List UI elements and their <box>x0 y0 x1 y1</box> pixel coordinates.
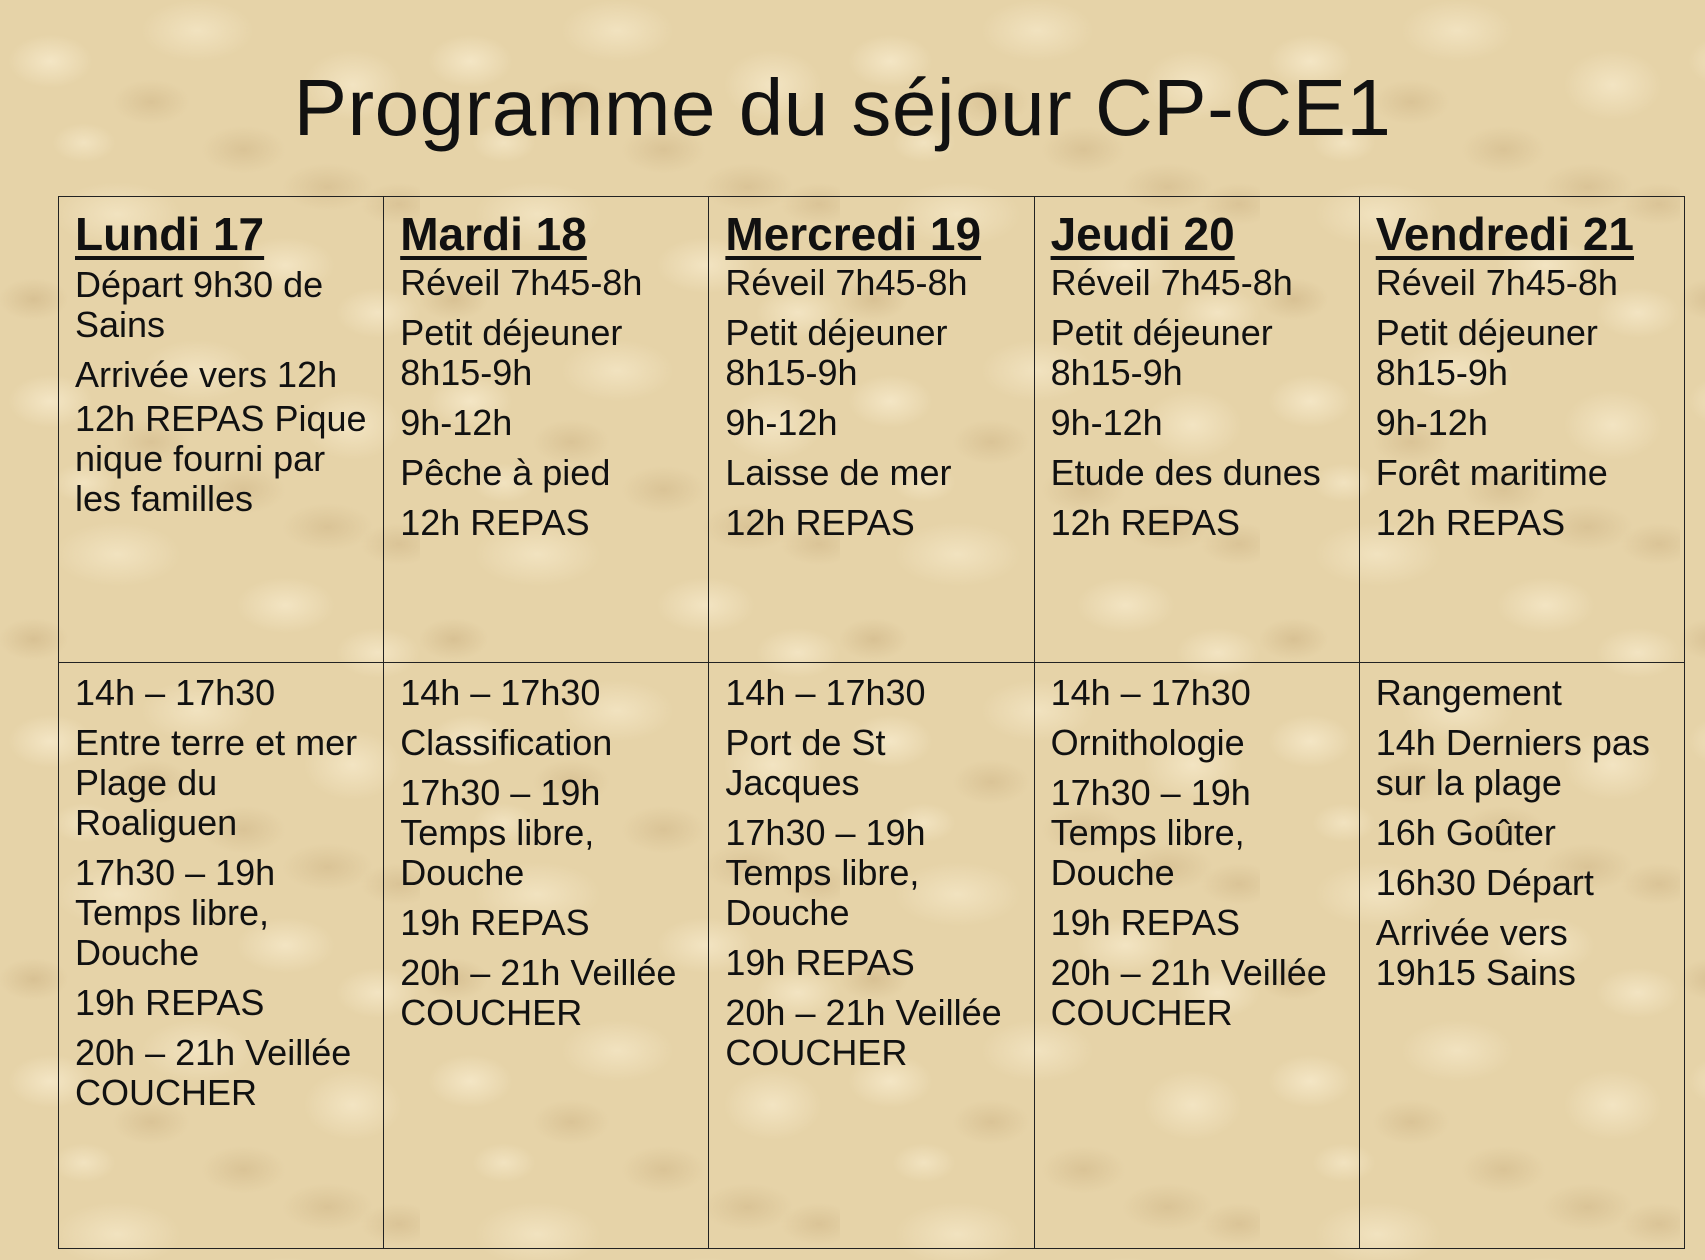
afternoon-cell-vendredi <box>1359 663 1684 1249</box>
schedule-entry: 20h – 21h Veillée COUCHER <box>725 992 1002 1073</box>
page-title: Programme du séjour CP-CE1 <box>293 63 1392 152</box>
schedule-table <box>58 196 1685 1249</box>
schedule-entry: 9h-12h <box>1375 402 1488 443</box>
schedule-entry: Rangement <box>1375 672 1562 713</box>
schedule-entry: 12h REPAS Pique nique fourni par les familles <box>75 398 367 519</box>
schedule-entry: 9h-12h <box>725 402 838 443</box>
schedule-entry: 9h-12h <box>400 402 513 443</box>
morning-cell-lundi <box>59 197 384 663</box>
afternoon-cell-jeudi <box>1034 663 1359 1249</box>
afternoon-cell-mercredi <box>709 663 1034 1249</box>
schedule-entry: 14h – 17h30 <box>400 672 601 713</box>
afternoon-cell-lundi <box>59 663 384 1249</box>
schedule-entry: 12h REPAS <box>725 502 915 543</box>
afternoon-row <box>59 663 1685 1249</box>
morning-cell-mercredi <box>709 197 1034 663</box>
morning-row <box>59 197 1685 663</box>
schedule-entry: 20h – 21h Veillée COUCHER <box>400 952 677 1033</box>
schedule-entry: 20h – 21h Veillée COUCHER <box>1050 952 1327 1033</box>
schedule-entry: Réveil 7h45-8h <box>400 262 643 303</box>
schedule-entry: Etude des dunes <box>1050 452 1321 493</box>
schedule-entry: Port de St Jacques <box>725 722 886 803</box>
schedule-entry: 19h REPAS <box>1050 902 1241 943</box>
schedule-entry: 12h REPAS <box>400 502 590 543</box>
schedule-entry: Laisse de mer <box>725 452 952 493</box>
schedule-entry: 17h30 – 19h Temps libre, Douche <box>75 852 276 973</box>
schedule-entry: Réveil 7h45-8h <box>725 262 968 303</box>
schedule-entry: Ornithologie <box>1050 722 1245 763</box>
morning-cell-mardi <box>384 197 709 663</box>
schedule-entry: 16h Goûter <box>1375 812 1556 853</box>
schedule-entry: 12h REPAS <box>1050 502 1241 543</box>
schedule-entry: 19h REPAS <box>400 902 590 943</box>
schedule-entry: Arrivée vers 12h <box>75 354 338 395</box>
schedule-entry: Petit déjeuner 8h15-9h <box>400 312 623 393</box>
schedule-entry: 14h – 17h30 <box>75 672 276 713</box>
day-heading: Lundi 17 <box>75 208 265 260</box>
schedule-entry: 19h REPAS <box>725 942 915 983</box>
day-heading: Mercredi 19 <box>725 208 982 260</box>
schedule-entry: Petit déjeuner 8h15-9h <box>1050 312 1273 393</box>
schedule-entry: 14h – 17h30 <box>725 672 926 713</box>
schedule-entry: 14h – 17h30 <box>1050 672 1251 713</box>
schedule-entry: 19h REPAS <box>75 982 265 1023</box>
schedule-entry: Petit déjeuner 8h15-9h <box>725 312 948 393</box>
morning-cell-vendredi <box>1359 197 1684 663</box>
schedule-entry: Arrivée vers 19h15 Sains <box>1375 912 1576 993</box>
schedule-entry: 17h30 – 19h Temps libre, Douche <box>1050 772 1251 893</box>
schedule-entry: Départ 9h30 de Sains <box>75 264 324 345</box>
schedule-entry: Réveil 7h45-8h <box>1050 262 1293 303</box>
schedule-entry: 12h REPAS <box>1375 502 1566 543</box>
schedule-entry: 17h30 – 19h Temps libre, Douche <box>400 772 601 893</box>
schedule-entry: 16h30 Départ <box>1375 862 1594 903</box>
schedule-entry: Petit déjeuner 8h15-9h <box>1375 312 1598 393</box>
schedule-entry: 17h30 – 19h Temps libre, Douche <box>725 812 926 933</box>
day-heading: Jeudi 20 <box>1050 208 1235 260</box>
schedule-entry: Réveil 7h45-8h <box>1375 262 1618 303</box>
day-heading: Mardi 18 <box>400 208 587 260</box>
schedule-entry: 20h – 21h Veillée COUCHER <box>75 1032 352 1113</box>
schedule-entry: 14h Derniers pas sur la plage <box>1375 722 1650 803</box>
schedule-entry: Classification <box>400 722 613 763</box>
schedule-entry: Entre terre et mer Plage du Roaliguen <box>75 722 358 843</box>
day-heading: Vendredi 21 <box>1375 208 1634 260</box>
morning-cell-jeudi <box>1034 197 1359 663</box>
schedule-entry: Pêche à pied <box>400 452 611 493</box>
schedule-entry: Forêt maritime <box>1375 452 1608 493</box>
afternoon-cell-mardi <box>384 663 709 1249</box>
schedule-entry: 9h-12h <box>1050 402 1163 443</box>
